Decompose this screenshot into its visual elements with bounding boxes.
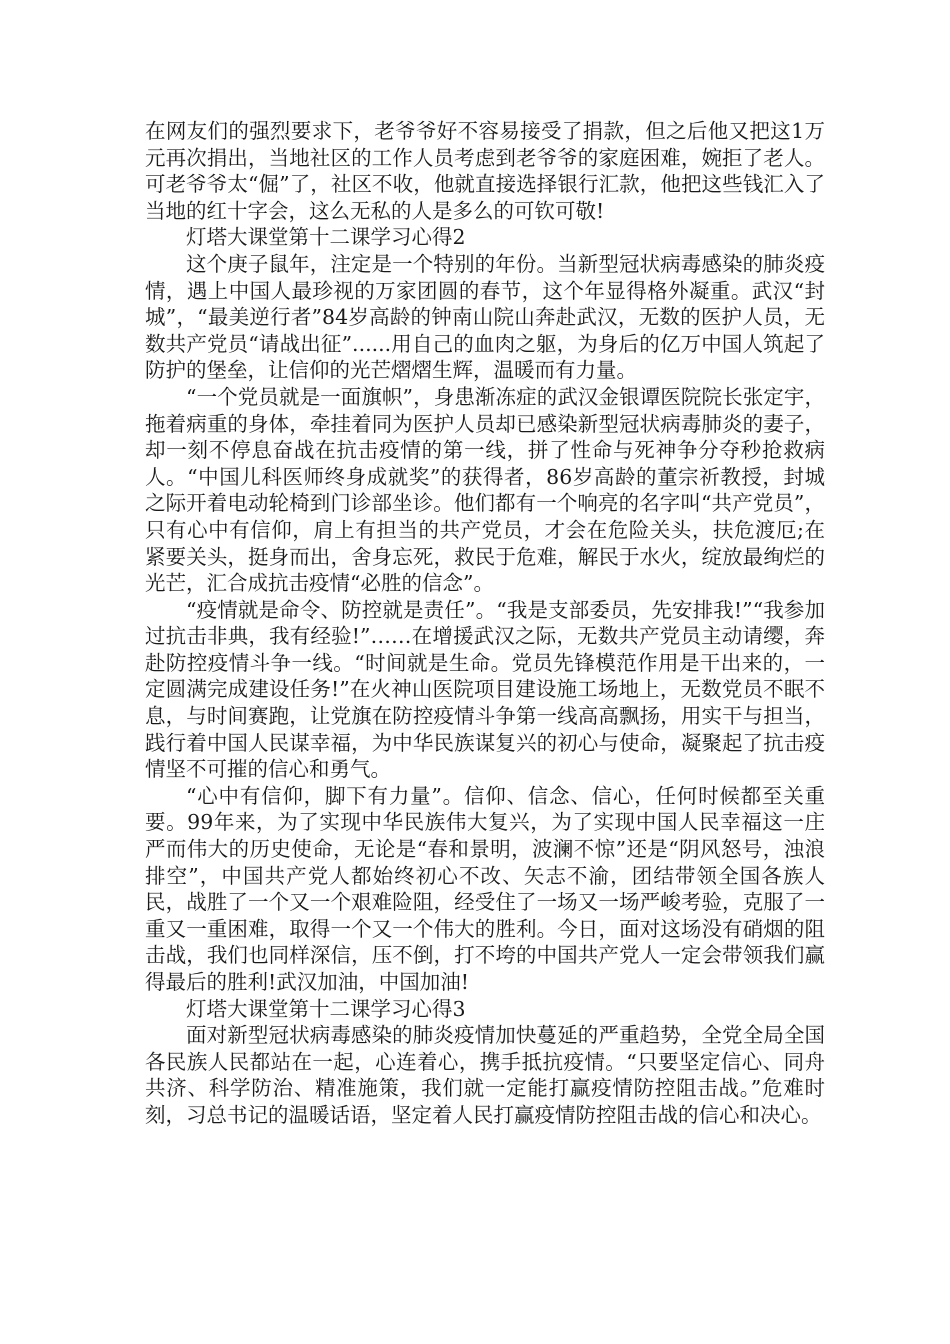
paragraph-party-member-flag: “一个党员就是一面旗帜”，身患渐冻症的武汉金银谭医院院长张定宇，拖着病重的身体，牵挂着同为医护人员却已感染新型冠状病毒肺炎的妻子，却一刻不停息奋战在抗击疫情的第一线，拼了性命与死神争分夺秒抢救病人。“中国儿科医师终身成就奖”的获得者，86岁高龄的董宗祈教授，封城之际开着电动轮椅到门诊部坐诊。他们都有一个响亮的名字叫“共产党员”，只有心中有信仰，肩上有担当的共产党员，才会在危险关头，扶危渡厄;在紧要关头，挺身而出，舍身忘死，救民于危难，解民于水火，绽放最绚烂的光芒，汇合成抗击疫情“必胜的信念”。 bbox=[145, 384, 825, 596]
paragraph-facing-epidemic: 面对新型冠状病毒感染的肺炎疫情加快蔓延的严重趋势，全党全局全国各民族人民都站在一起，心连着心，携手抵抗疫情。“只要坚定信心、同舟共济、科学防治、精准施策，我们就一定能打赢疫情防控阻击战。”危难时刻，习总书记的温暖话语，坚定着人民打赢疫情防控阻击战的信心和决心。 bbox=[145, 1023, 825, 1127]
section-heading-3: 灯塔大课堂第十二课学习心得3 bbox=[186, 996, 466, 1021]
paragraph-donation-story: 在网友们的强烈要求下，老爷爷好不容易接受了捐款，但之后他又把这1万元再次捐出，当地社区的工作人员考虑到老爷爷的家庭困难，婉拒了老人。可老爷爷太“倔”了，社区不收，他就直接选择银行汇款，他把这些钱汇入了当地的红十字会，这么无私的人是多么的可钦可敬! bbox=[145, 119, 825, 223]
paragraph-year-of-rat: 这个庚子鼠年，注定是一个特别的年份。当新型冠状病毒感染的肺炎疫情，遇上中国人最珍视的万家团圆的春节，这个年显得格外凝重。武汉“封城”，“最美逆行者”84岁高龄的钟南山院山奔赴武汉，无数的医护人员，无数共产党员“请战出征”......用自己的血肉之躯，为身后的亿万中国人筑起了防护的堡垒，让信仰的光芒熠熠生辉，温暖而有力量。 bbox=[145, 251, 825, 383]
paragraph-faith-strength: “心中有信仰，脚下有力量”。信仰、信念、信心，任何时候都至关重要。99年来，为了实现中华民族伟大复兴，为了实现中国人民幸福这一庄严而伟大的历史使命，无论是“春和景明，波澜不惊”还是“阴风怒号，浊浪排空”，中国共产党人都始终初心不改、矢志不渝，团结带领全国各族人民，战胜了一个又一个艰难险阻，经受住了一场又一场严峻考验，克服了一重又一重困难，取得一个又一个伟大的胜利。今日，面对这场没有硝烟的阻击战，我们也同样深信，压不倒，打不垮的中国共产党人一定会带领我们赢得最后的胜利!武汉加油，中国加油! bbox=[145, 783, 825, 994]
section-heading-2: 灯塔大课堂第十二课学习心得2 bbox=[186, 225, 466, 250]
paragraph-epidemic-command: “疫情就是命令、防控就是责任”。“我是支部委员，先安排我!”“我参加过抗击非典，我有经验!”……在增援武汉之际，无数共产党员主动请缨，奔赴防控疫情斗争一线。“时间就是生命。党员先锋模范作用是干出来的，一定圆满完成建设任务!”在火神山医院项目建设施工场地上，无数党员不眠不息，与时间赛跑，让党旗在防控疫情斗争第一线高高飘扬，用实干与担当，践行着中国人民谋幸福，为中华民族谋复兴的初心与使命，凝聚起了抗击疫情坚不可摧的信心和勇气。 bbox=[145, 597, 825, 782]
document-body bbox=[145, 118, 825, 1129]
